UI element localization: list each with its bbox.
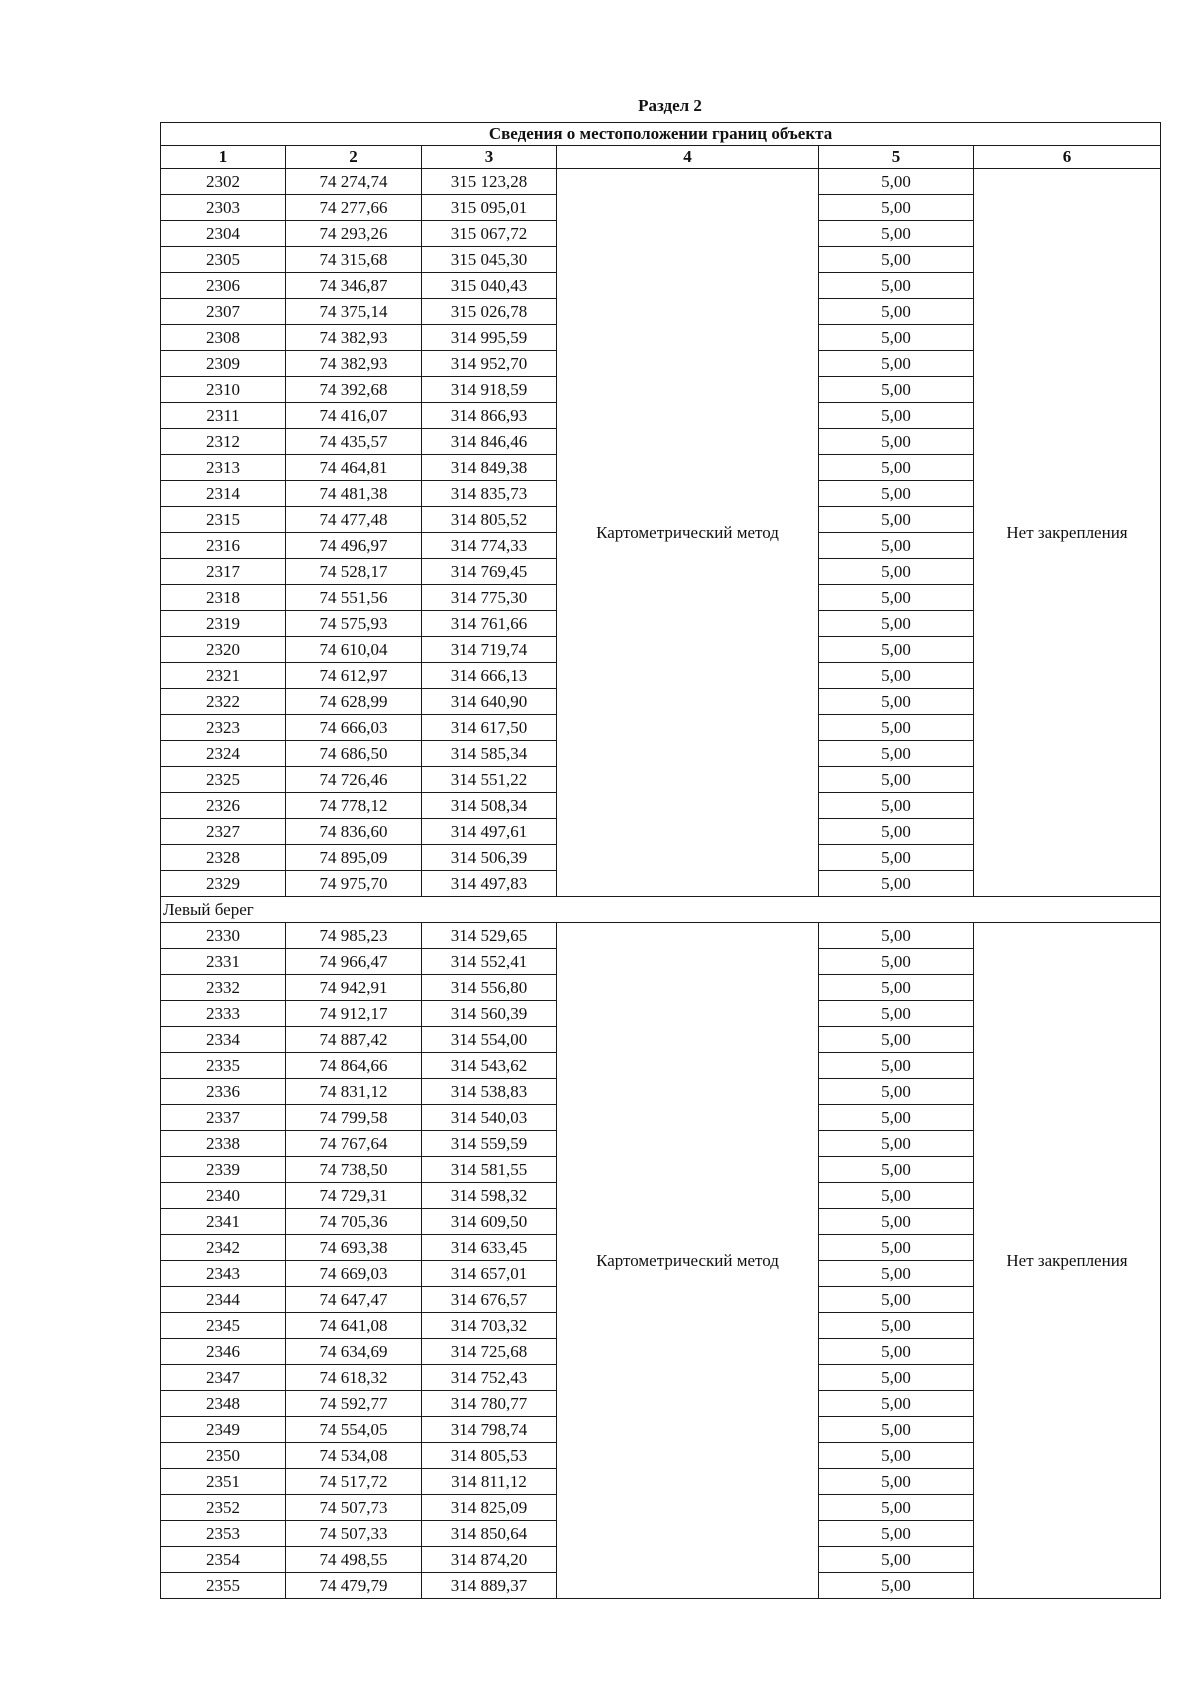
accuracy-value: 5,00 <box>819 325 974 351</box>
point-number: 2315 <box>161 507 286 533</box>
coordinate-x: 74 705,36 <box>286 1209 422 1235</box>
accuracy-value: 5,00 <box>819 819 974 845</box>
point-number: 2340 <box>161 1183 286 1209</box>
coordinate-y: 314 769,45 <box>422 559 557 585</box>
coordinate-y: 314 703,32 <box>422 1313 557 1339</box>
accuracy-value: 5,00 <box>819 949 974 975</box>
coordinate-y: 314 846,46 <box>422 429 557 455</box>
point-number: 2323 <box>161 715 286 741</box>
point-number: 2305 <box>161 247 286 273</box>
coordinate-y: 314 551,22 <box>422 767 557 793</box>
accuracy-value: 5,00 <box>819 585 974 611</box>
coordinate-y: 314 529,65 <box>422 923 557 949</box>
point-number: 2326 <box>161 793 286 819</box>
accuracy-value: 5,00 <box>819 1183 974 1209</box>
coordinate-y: 314 640,90 <box>422 689 557 715</box>
coordinate-y: 314 835,73 <box>422 481 557 507</box>
coordinate-y: 314 497,61 <box>422 819 557 845</box>
coordinate-y: 314 556,80 <box>422 975 557 1001</box>
point-number: 2333 <box>161 1001 286 1027</box>
coordinate-x: 74 592,77 <box>286 1391 422 1417</box>
accuracy-value: 5,00 <box>819 975 974 1001</box>
coordinate-x: 74 277,66 <box>286 195 422 221</box>
column-number-2: 2 <box>286 146 422 169</box>
table-row <box>161 923 1161 949</box>
coordinate-y: 315 040,43 <box>422 273 557 299</box>
coordinate-x: 74 666,03 <box>286 715 422 741</box>
coordinate-y: 314 780,77 <box>422 1391 557 1417</box>
point-number: 2350 <box>161 1443 286 1469</box>
point-number: 2341 <box>161 1209 286 1235</box>
coordinate-x: 74 799,58 <box>286 1105 422 1131</box>
coordinate-y: 315 095,01 <box>422 195 557 221</box>
accuracy-value: 5,00 <box>819 377 974 403</box>
accuracy-value: 5,00 <box>819 299 974 325</box>
coordinate-y: 314 609,50 <box>422 1209 557 1235</box>
coordinate-y: 314 725,68 <box>422 1339 557 1365</box>
table-title-row <box>161 123 1161 146</box>
coordinate-x: 74 729,31 <box>286 1183 422 1209</box>
point-number: 2339 <box>161 1157 286 1183</box>
coordinate-y: 314 581,55 <box>422 1157 557 1183</box>
point-number: 2335 <box>161 1053 286 1079</box>
accuracy-value: 5,00 <box>819 663 974 689</box>
coordinate-x: 74 392,68 <box>286 377 422 403</box>
point-number: 2336 <box>161 1079 286 1105</box>
coordinate-x: 74 693,38 <box>286 1235 422 1261</box>
accuracy-value: 5,00 <box>819 1053 974 1079</box>
coordinate-x: 74 528,17 <box>286 559 422 585</box>
coordinate-x: 74 507,73 <box>286 1495 422 1521</box>
point-number: 2345 <box>161 1313 286 1339</box>
point-number: 2330 <box>161 923 286 949</box>
coordinate-y: 315 026,78 <box>422 299 557 325</box>
coordinate-x: 74 942,91 <box>286 975 422 1001</box>
coordinate-y: 314 585,34 <box>422 741 557 767</box>
point-number: 2329 <box>161 871 286 897</box>
accuracy-value: 5,00 <box>819 611 974 637</box>
coordinate-y: 315 045,30 <box>422 247 557 273</box>
accuracy-value: 5,00 <box>819 1001 974 1027</box>
accuracy-value: 5,00 <box>819 1027 974 1053</box>
accuracy-value: 5,00 <box>819 1391 974 1417</box>
coordinate-y: 314 538,83 <box>422 1079 557 1105</box>
coordinate-x: 74 887,42 <box>286 1027 422 1053</box>
coordinate-y: 314 719,74 <box>422 637 557 663</box>
accuracy-value: 5,00 <box>819 871 974 897</box>
coordinate-y: 315 067,72 <box>422 221 557 247</box>
accuracy-value: 5,00 <box>819 1131 974 1157</box>
point-number: 2349 <box>161 1417 286 1443</box>
coordinate-y: 314 811,12 <box>422 1469 557 1495</box>
coordinate-y: 314 560,39 <box>422 1001 557 1027</box>
coordinate-x: 74 966,47 <box>286 949 422 975</box>
point-number: 2351 <box>161 1469 286 1495</box>
coordinate-x: 74 669,03 <box>286 1261 422 1287</box>
point-number: 2322 <box>161 689 286 715</box>
coordinate-x: 74 416,07 <box>286 403 422 429</box>
coordinate-x: 74 382,93 <box>286 351 422 377</box>
point-number: 2342 <box>161 1235 286 1261</box>
coordinate-y: 314 508,34 <box>422 793 557 819</box>
coordinate-x: 74 912,17 <box>286 1001 422 1027</box>
point-number: 2307 <box>161 299 286 325</box>
coordinate-y: 314 798,74 <box>422 1417 557 1443</box>
section-title: Раздел 2 <box>638 96 702 115</box>
accuracy-value: 5,00 <box>819 455 974 481</box>
coordinate-y: 314 889,37 <box>422 1573 557 1599</box>
point-number: 2344 <box>161 1287 286 1313</box>
accuracy-value: 5,00 <box>819 403 974 429</box>
accuracy-value: 5,00 <box>819 1521 974 1547</box>
accuracy-value: 5,00 <box>819 1079 974 1105</box>
coordinate-y: 314 554,00 <box>422 1027 557 1053</box>
fixing-cell: Нет закрепления <box>974 923 1161 1599</box>
point-number: 2318 <box>161 585 286 611</box>
point-number: 2310 <box>161 377 286 403</box>
coordinate-y: 314 761,66 <box>422 611 557 637</box>
accuracy-value: 5,00 <box>819 715 974 741</box>
point-number: 2313 <box>161 455 286 481</box>
point-number: 2343 <box>161 1261 286 1287</box>
accuracy-value: 5,00 <box>819 1235 974 1261</box>
coordinate-y: 314 540,03 <box>422 1105 557 1131</box>
point-number: 2303 <box>161 195 286 221</box>
point-number: 2302 <box>161 169 286 195</box>
coordinate-x: 74 836,60 <box>286 819 422 845</box>
accuracy-value: 5,00 <box>819 1443 974 1469</box>
accuracy-value: 5,00 <box>819 481 974 507</box>
coordinate-x: 74 647,47 <box>286 1287 422 1313</box>
coordinate-x: 74 686,50 <box>286 741 422 767</box>
accuracy-value: 5,00 <box>819 533 974 559</box>
coordinate-x: 74 477,48 <box>286 507 422 533</box>
coordinate-y: 314 849,38 <box>422 455 557 481</box>
column-number-5: 5 <box>819 146 974 169</box>
coordinate-y: 314 657,01 <box>422 1261 557 1287</box>
coordinate-x: 74 726,46 <box>286 767 422 793</box>
accuracy-value: 5,00 <box>819 247 974 273</box>
coordinate-y: 314 559,59 <box>422 1131 557 1157</box>
accuracy-value: 5,00 <box>819 1573 974 1599</box>
coordinate-x: 74 315,68 <box>286 247 422 273</box>
point-number: 2331 <box>161 949 286 975</box>
accuracy-value: 5,00 <box>819 559 974 585</box>
point-number: 2348 <box>161 1391 286 1417</box>
accuracy-value: 5,00 <box>819 1157 974 1183</box>
accuracy-value: 5,00 <box>819 169 974 195</box>
accuracy-value: 5,00 <box>819 923 974 949</box>
table-row <box>161 169 1161 195</box>
accuracy-value: 5,00 <box>819 273 974 299</box>
coordinate-y: 314 633,45 <box>422 1235 557 1261</box>
accuracy-value: 5,00 <box>819 793 974 819</box>
point-number: 2319 <box>161 611 286 637</box>
point-number: 2354 <box>161 1547 286 1573</box>
accuracy-value: 5,00 <box>819 1495 974 1521</box>
point-number: 2324 <box>161 741 286 767</box>
point-number: 2352 <box>161 1495 286 1521</box>
coordinate-y: 314 995,59 <box>422 325 557 351</box>
column-number-4: 4 <box>557 146 819 169</box>
coordinate-y: 314 775,30 <box>422 585 557 611</box>
coordinate-x: 74 507,33 <box>286 1521 422 1547</box>
accuracy-value: 5,00 <box>819 689 974 715</box>
section-separator-label: Левый берег <box>161 897 1161 923</box>
coordinate-y: 314 598,32 <box>422 1183 557 1209</box>
accuracy-value: 5,00 <box>819 1261 974 1287</box>
coordinate-y: 314 666,13 <box>422 663 557 689</box>
point-number: 2306 <box>161 273 286 299</box>
accuracy-value: 5,00 <box>819 741 974 767</box>
coordinate-x: 74 641,08 <box>286 1313 422 1339</box>
coordinate-y: 314 543,62 <box>422 1053 557 1079</box>
point-number: 2353 <box>161 1521 286 1547</box>
point-number: 2311 <box>161 403 286 429</box>
coordinate-x: 74 831,12 <box>286 1079 422 1105</box>
coordinate-y: 314 752,43 <box>422 1365 557 1391</box>
coordinate-y: 314 676,57 <box>422 1287 557 1313</box>
coordinate-x: 74 975,70 <box>286 871 422 897</box>
accuracy-value: 5,00 <box>819 351 974 377</box>
coordinate-x: 74 895,09 <box>286 845 422 871</box>
point-number: 2320 <box>161 637 286 663</box>
accuracy-value: 5,00 <box>819 507 974 533</box>
coordinate-x: 74 382,93 <box>286 325 422 351</box>
coordinate-y: 314 805,53 <box>422 1443 557 1469</box>
coordinate-y: 314 918,59 <box>422 377 557 403</box>
accuracy-value: 5,00 <box>819 1209 974 1235</box>
coordinate-x: 74 778,12 <box>286 793 422 819</box>
coordinate-x: 74 346,87 <box>286 273 422 299</box>
column-number-1: 1 <box>161 146 286 169</box>
coordinate-y: 314 805,52 <box>422 507 557 533</box>
point-number: 2314 <box>161 481 286 507</box>
point-number: 2309 <box>161 351 286 377</box>
coordinate-x: 74 618,32 <box>286 1365 422 1391</box>
accuracy-value: 5,00 <box>819 429 974 455</box>
coordinate-y: 315 123,28 <box>422 169 557 195</box>
coordinate-x: 74 634,69 <box>286 1339 422 1365</box>
coordinate-x: 74 375,14 <box>286 299 422 325</box>
point-number: 2325 <box>161 767 286 793</box>
point-number: 2312 <box>161 429 286 455</box>
accuracy-value: 5,00 <box>819 1339 974 1365</box>
accuracy-value: 5,00 <box>819 1105 974 1131</box>
coordinate-x: 74 274,74 <box>286 169 422 195</box>
coordinate-y: 314 825,09 <box>422 1495 557 1521</box>
coordinate-x: 74 496,97 <box>286 533 422 559</box>
accuracy-value: 5,00 <box>819 1365 974 1391</box>
coordinate-y: 314 874,20 <box>422 1547 557 1573</box>
coordinate-y: 314 774,33 <box>422 533 557 559</box>
column-number-row <box>161 146 1161 169</box>
coordinate-x: 74 534,08 <box>286 1443 422 1469</box>
accuracy-value: 5,00 <box>819 637 974 663</box>
coordinate-x: 74 464,81 <box>286 455 422 481</box>
coordinate-x: 74 498,55 <box>286 1547 422 1573</box>
accuracy-value: 5,00 <box>819 1417 974 1443</box>
point-number: 2304 <box>161 221 286 247</box>
coordinate-y: 314 866,93 <box>422 403 557 429</box>
coordinate-y: 314 506,39 <box>422 845 557 871</box>
point-number: 2316 <box>161 533 286 559</box>
coordinate-x: 74 612,97 <box>286 663 422 689</box>
coordinate-x: 74 864,66 <box>286 1053 422 1079</box>
method-cell: Картометрический метод <box>557 923 819 1599</box>
accuracy-value: 5,00 <box>819 195 974 221</box>
coordinate-x: 74 610,04 <box>286 637 422 663</box>
column-number-6: 6 <box>974 146 1161 169</box>
method-cell: Картометрический метод <box>557 169 819 897</box>
point-number: 2321 <box>161 663 286 689</box>
point-number: 2332 <box>161 975 286 1001</box>
coordinate-y: 314 952,70 <box>422 351 557 377</box>
accuracy-value: 5,00 <box>819 845 974 871</box>
coordinate-x: 74 985,23 <box>286 923 422 949</box>
coordinate-x: 74 554,05 <box>286 1417 422 1443</box>
table-title: Сведения о местоположении границ объекта <box>161 123 1161 146</box>
point-number: 2347 <box>161 1365 286 1391</box>
coordinate-y: 314 497,83 <box>422 871 557 897</box>
accuracy-value: 5,00 <box>819 1469 974 1495</box>
point-number: 2346 <box>161 1339 286 1365</box>
coordinate-y: 314 552,41 <box>422 949 557 975</box>
accuracy-value: 5,00 <box>819 1287 974 1313</box>
accuracy-value: 5,00 <box>819 1547 974 1573</box>
coordinate-y: 314 617,50 <box>422 715 557 741</box>
coordinate-x: 74 551,56 <box>286 585 422 611</box>
coordinate-x: 74 293,26 <box>286 221 422 247</box>
point-number: 2355 <box>161 1573 286 1599</box>
point-number: 2308 <box>161 325 286 351</box>
coordinate-y: 314 850,64 <box>422 1521 557 1547</box>
point-number: 2338 <box>161 1131 286 1157</box>
coordinate-x: 74 575,93 <box>286 611 422 637</box>
column-number-3: 3 <box>422 146 557 169</box>
point-number: 2334 <box>161 1027 286 1053</box>
accuracy-value: 5,00 <box>819 1313 974 1339</box>
accuracy-value: 5,00 <box>819 767 974 793</box>
coordinate-x: 74 481,38 <box>286 481 422 507</box>
coordinate-x: 74 435,57 <box>286 429 422 455</box>
coordinate-x: 74 517,72 <box>286 1469 422 1495</box>
coordinate-x: 74 738,50 <box>286 1157 422 1183</box>
coordinate-x: 74 767,64 <box>286 1131 422 1157</box>
fixing-cell: Нет закрепления <box>974 169 1161 897</box>
point-number: 2328 <box>161 845 286 871</box>
point-number: 2317 <box>161 559 286 585</box>
section-separator-row <box>161 897 1161 923</box>
accuracy-value: 5,00 <box>819 221 974 247</box>
coordinate-x: 74 479,79 <box>286 1573 422 1599</box>
coordinate-x: 74 628,99 <box>286 689 422 715</box>
point-number: 2337 <box>161 1105 286 1131</box>
point-number: 2327 <box>161 819 286 845</box>
boundary-coordinates-table <box>160 122 1161 1599</box>
